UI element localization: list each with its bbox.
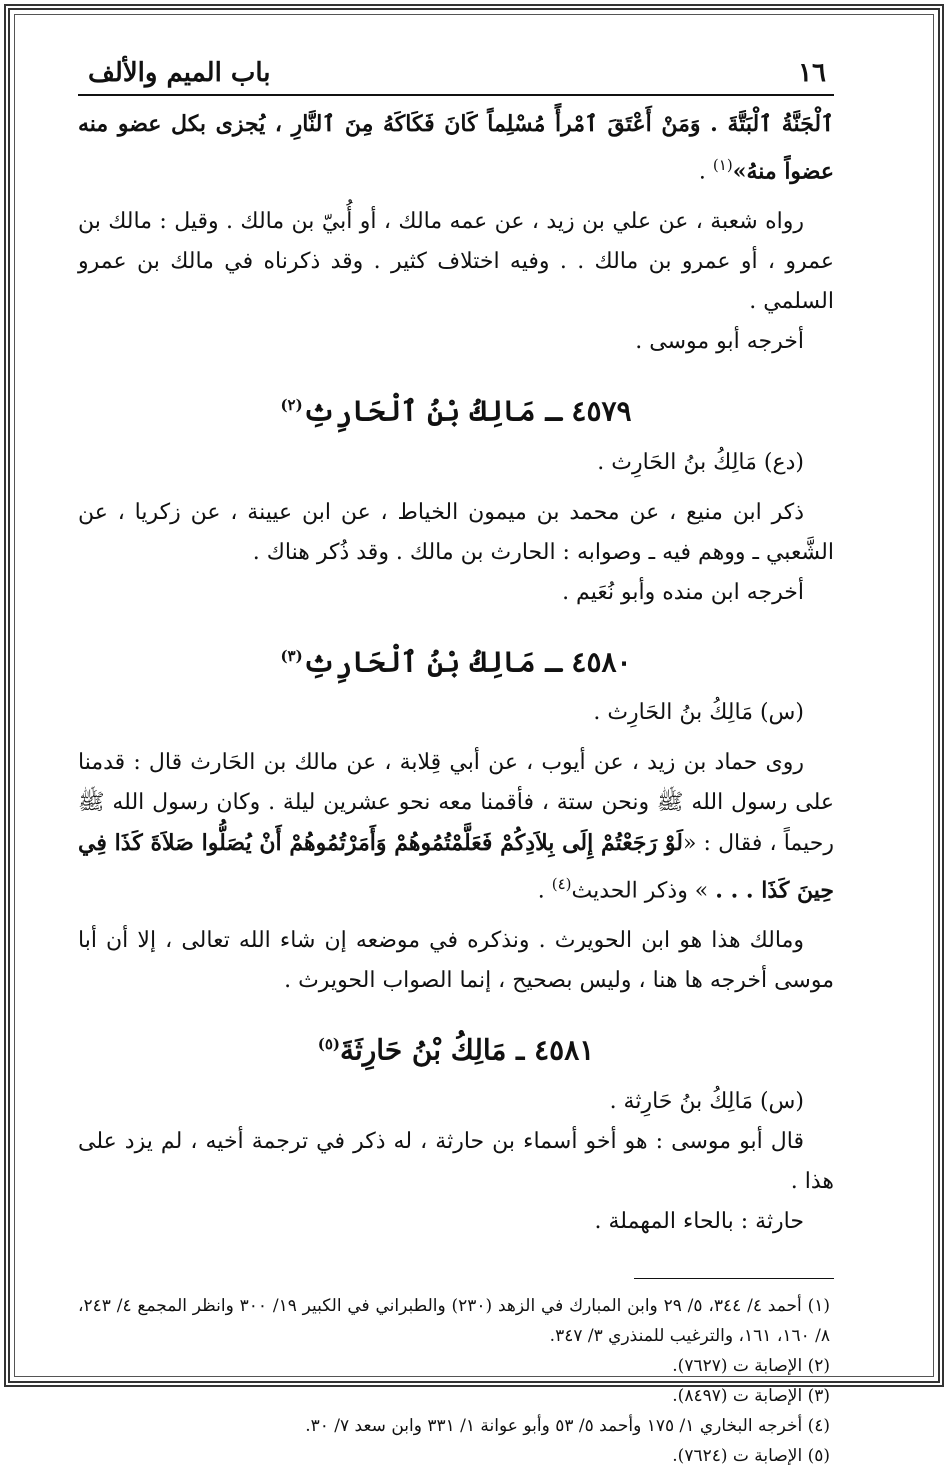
footnote-ref: (٥)	[317, 1035, 340, 1054]
footnote-ref: (٤)	[551, 874, 572, 893]
footnote: (٤) أخرجه البخاري ١/ ١٧٥ وأحمد ٥/ ٥٣ وأبو عوانة ١/ ٣٣١ وابن سعد ٧/ ٣٠.	[305, 1415, 830, 1436]
entry-code-line: (س) مَالِكُ بنُ حَارِثة .	[609, 1088, 804, 1114]
footnote-separator	[634, 1278, 834, 1279]
paragraph: ذكر ابن منيع ، عن محمد بن ميمون الخياط ، عن ابن عيينة ، عن زكريا ، عن الشَّعبي ـ ووهم فيه ـ وصوابه : الحارث بن مالك . وقد ذُكر هناك .	[78, 499, 834, 565]
entry-title: ٤٥٧٩ ـ مَالِكُ بْنُ ٱلْحَارِثِ	[302, 394, 632, 428]
entry-code-line: (دع) مَالِكُ بنُ الحَارِث .	[597, 449, 804, 475]
page-number: ١٦	[798, 58, 826, 88]
paragraph-text: » وذكر الحديث	[571, 878, 716, 904]
entry-title: ٤٥٨٠ ـ مَالِكُ بْنُ ٱلْحَارِثِ	[302, 644, 632, 678]
paragraph	[78, 743, 834, 911]
footnote-ref: (٢)	[280, 396, 303, 415]
paragraph: ومالك هذا هو ابن الحويرث . ونذكره في موضعه إن شاء الله تعالى ، إلا أن أبا موسى أخرجه ها هنا ، وليس بصحيح ، إنما الصواب الحويرث .	[78, 928, 834, 994]
footnote-ref: (١)	[712, 156, 733, 174]
entry-heading-4580	[78, 635, 834, 683]
hadith-quote: ٱلْجَنَّةُ ٱلْبَتَّةَ . وَمَنْ أَعْتَقَ ٱمْرأً مُسْلِماً كَانَ فَكَاكَهُ مِنَ ٱلنَّارِ ، يُجزى بكل عضو منه عضواً منهُ»	[78, 111, 834, 185]
footnotes	[78, 1291, 834, 1471]
paragraph: أخرجه ابن منده وأبو نُعَيم .	[562, 579, 804, 605]
punctuation: .	[537, 878, 552, 904]
running-title: باب الميم والألف	[88, 58, 271, 88]
footnote: (١) أحمد ٤/ ٣٤٤، ٥/ ٢٩ وابن المبارك في الزهد (٢٣٠) والطبراني في الكبير ١٩/ ٣٠٠ وانظر المجمع ٤/ ٢٤٣، ٨/ ١٦٠، ١٦١، والترغيب للمنذري ٣/ ٣٤٧.	[78, 1295, 830, 1346]
page-header	[78, 48, 834, 96]
entry-code-line: (س) مَالِكُ بنُ الحَارِث .	[593, 699, 804, 725]
footnote: (٢) الإصابة ت (٧٦٢٧).	[672, 1355, 830, 1376]
paragraph: قال أبو موسى : هو أخو أسماء بن حارثة ، له ذكر في ترجمة أخيه ، لم يزد على هذا .	[78, 1128, 834, 1194]
paragraph: حارثة : بالحاء المهملة .	[594, 1208, 804, 1234]
paragraph-text: روى حماد بن زيد ، عن أيوب ، عن أبي قِلابة ، عن مالك بن الحَارث قال : قدمنا على رسول الله ﷺ ونحن ستة ، فأقمنا معه نحو عشرين ليلة . وكان رسول الله ﷺ رحيماً ، فقال : «	[78, 749, 834, 856]
entry-heading-4581	[78, 1023, 834, 1071]
footnote-ref: (٣)	[280, 646, 303, 665]
punctuation: .	[698, 159, 713, 185]
paragraph: رواه شعبة ، عن علي بن زيد ، عن عمه مالك ، أو أُبيّ بن مالك . وقيل : مالك بن عمرو ، أو عمرو بن مالك . . وفيه اختلاف كثير . وقد ذكرناه في مالك بن عمرو السلمي .	[78, 209, 834, 315]
footnote: (٥) الإصابة ت (٧٦٢٤).	[672, 1445, 830, 1466]
continued-hadith	[78, 104, 834, 192]
entry-heading-4579	[78, 384, 834, 432]
hadith-quote: لَوْ رَجَعْتُمْ إِلَى بِلاَدِكُمْ فَعَلَّمْتُمُوهُمْ وَأَمَرْتُمُوهُمْ أَنْ يُصَلُّوا صَلاَةَ كَذَا فِي حِينَ كَذَا . . .	[78, 829, 834, 904]
entry-title: ٤٥٨١ ـ مَالِكُ بْنُ حَارِثَةَ	[339, 1033, 595, 1067]
book-page	[78, 48, 834, 1466]
footnote: (٣) الإصابة ت (٨٤٩٧).	[672, 1385, 830, 1406]
page-body	[78, 104, 834, 1471]
paragraph: أخرجه أبو موسى .	[635, 329, 804, 355]
